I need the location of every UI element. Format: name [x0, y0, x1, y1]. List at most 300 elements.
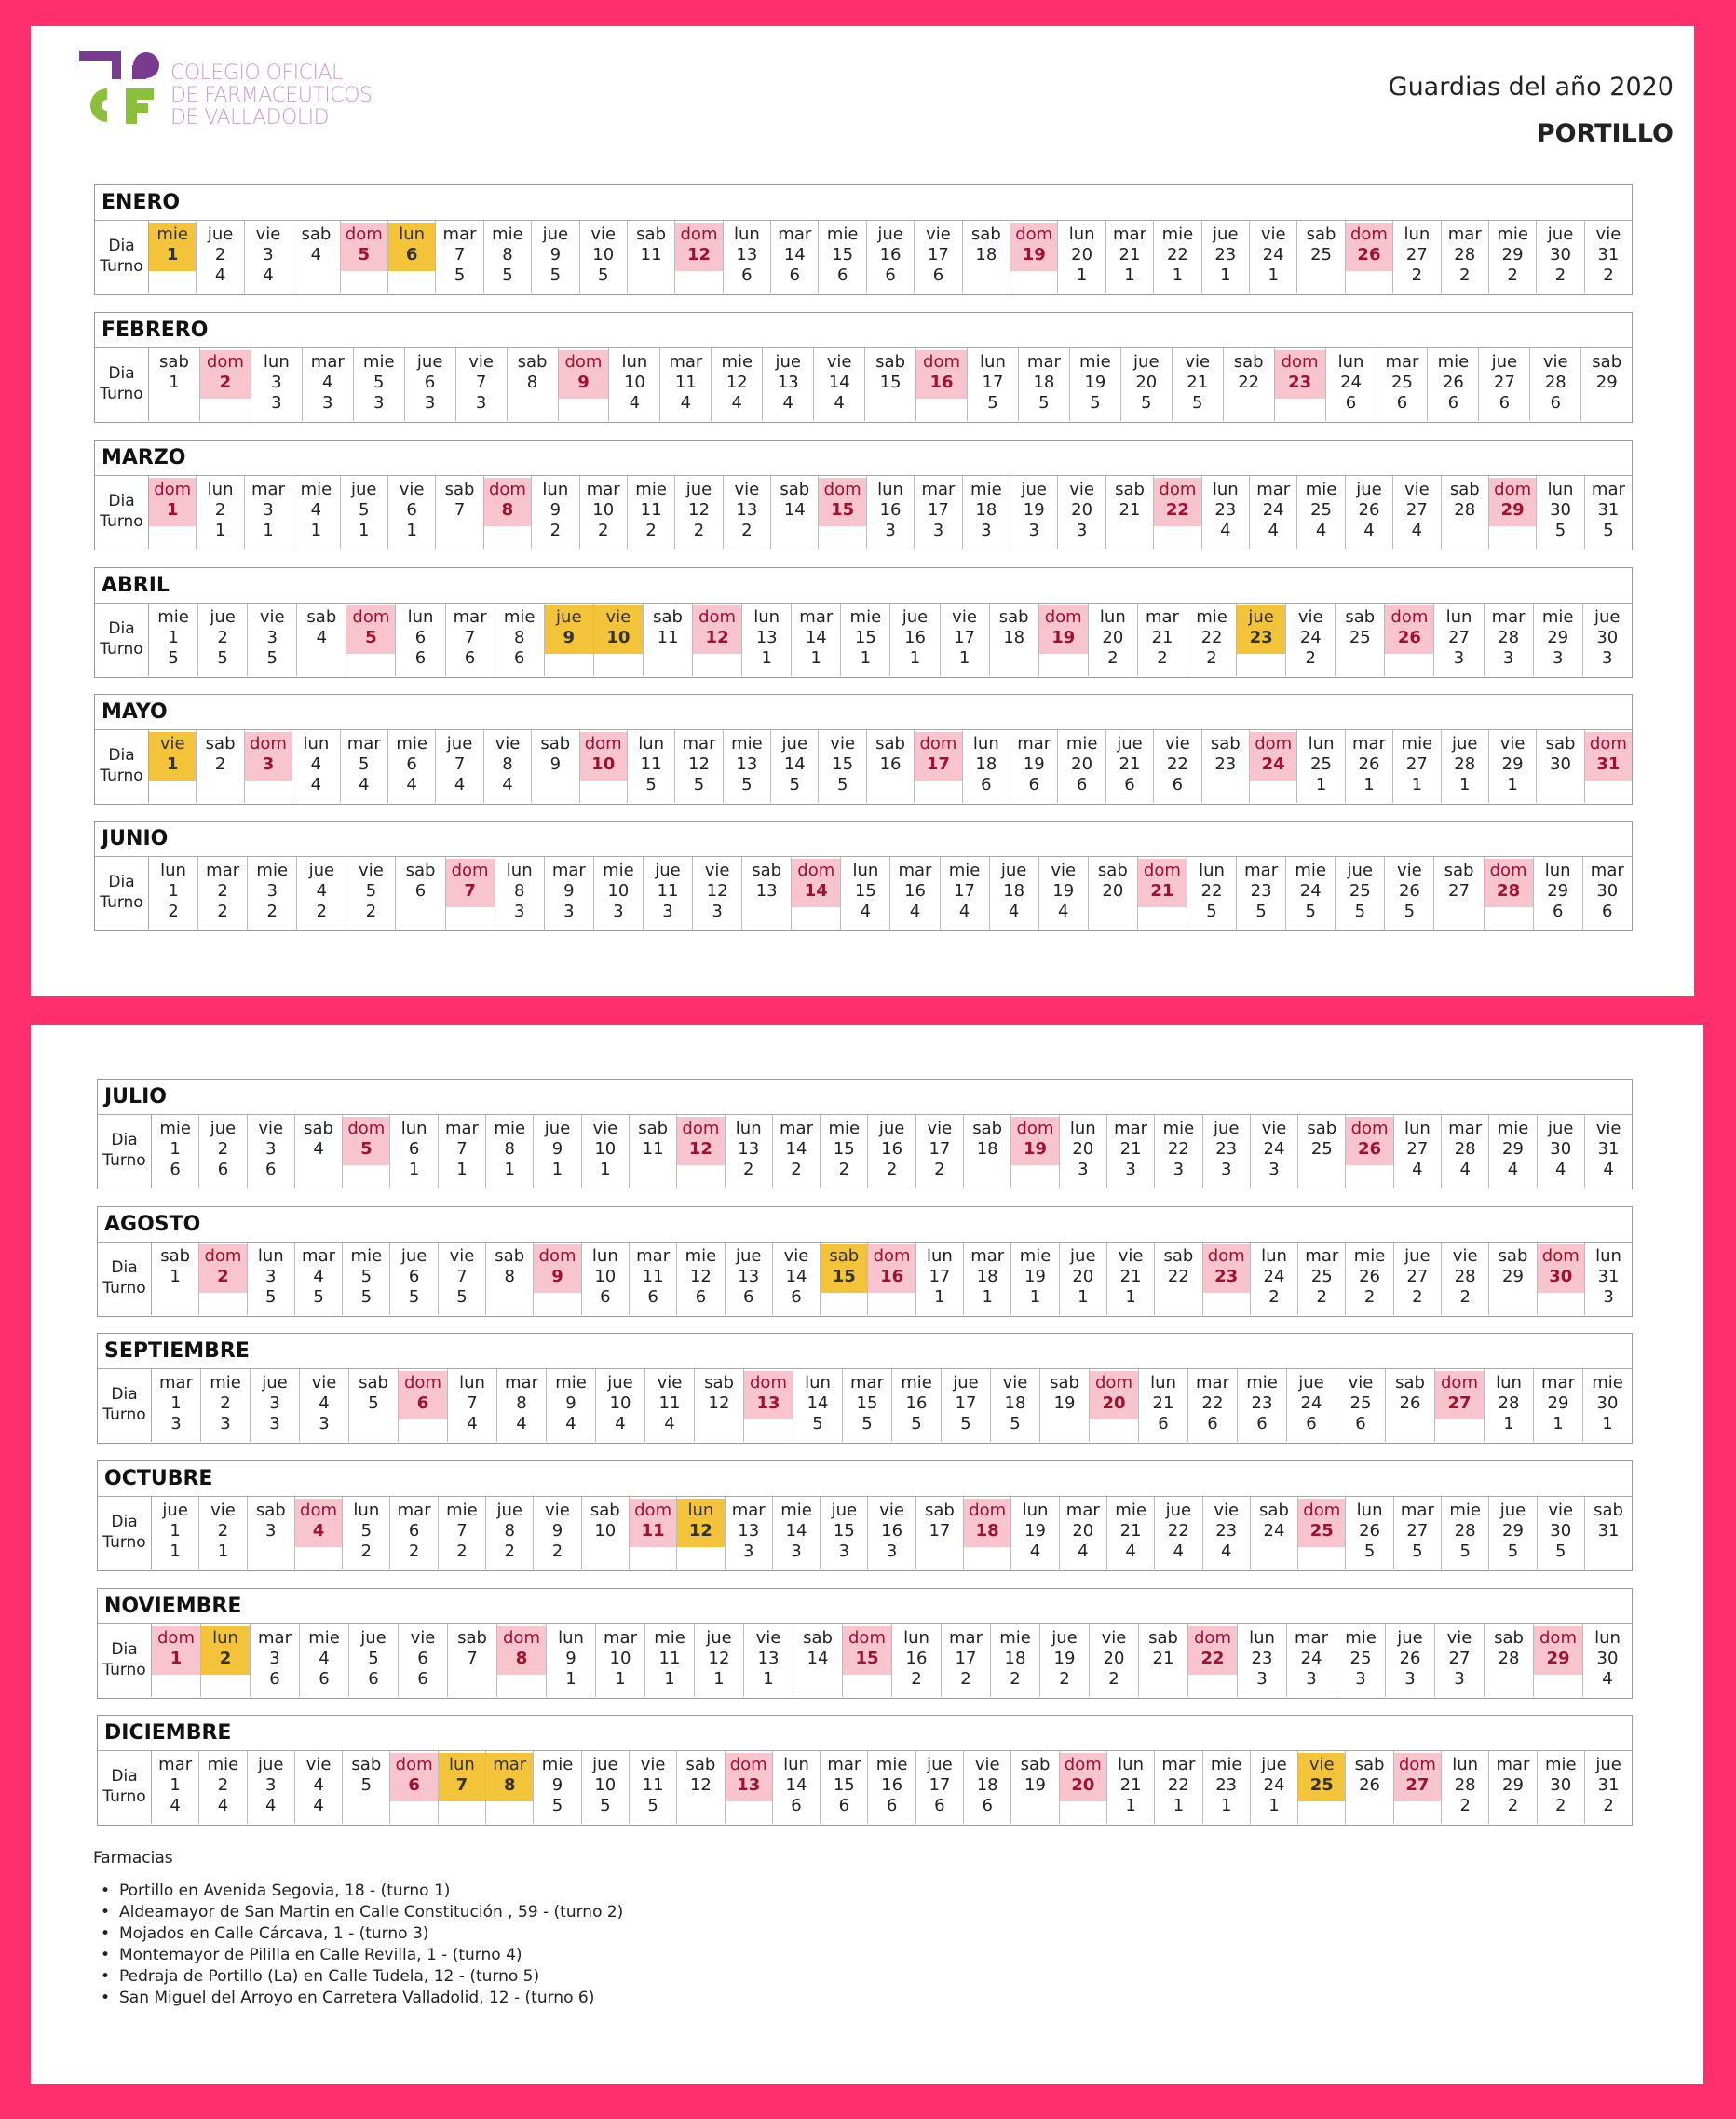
day-header: [439, 1499, 485, 1542]
day-cell: [390, 1243, 438, 1315]
day-cell: [1203, 1243, 1251, 1315]
turno-label: Turno: [100, 767, 143, 785]
day-number: 12: [689, 1775, 712, 1795]
day-number: 5: [360, 1521, 373, 1541]
weekday: vie: [1118, 1246, 1144, 1266]
weekday: mar: [1447, 224, 1482, 244]
day-cell: [446, 857, 495, 930]
day-number: 20: [1135, 373, 1158, 392]
weekday: mar: [1590, 861, 1624, 880]
weekday: vie: [605, 607, 631, 627]
day-cell: [1187, 857, 1237, 930]
weekday: vie: [592, 1119, 618, 1138]
day-header: [292, 478, 339, 521]
turno-value: 4: [1412, 1160, 1423, 1179]
day-number: 2: [219, 1649, 232, 1668]
turno-value: 4: [265, 1796, 277, 1815]
day-header: [248, 605, 296, 648]
day-number: 3: [263, 245, 274, 265]
weekday: lun: [400, 1119, 427, 1138]
turno-value: 5: [861, 1414, 873, 1433]
day-cell: [300, 1369, 349, 1442]
weekday: jue: [1213, 224, 1239, 244]
weekday: mie: [541, 1755, 574, 1774]
weekday: mar: [1491, 607, 1526, 627]
day-cell: [1011, 1115, 1059, 1188]
day-cell: [726, 1243, 773, 1315]
weekday: dom: [1441, 1373, 1478, 1392]
day-header: [821, 1244, 867, 1293]
weekday: lun: [1068, 224, 1095, 244]
dia-label: Dia: [111, 1513, 138, 1531]
turno-value: 2: [1411, 265, 1423, 285]
weekday: sab: [1592, 352, 1622, 372]
weekday: mie: [1544, 1755, 1577, 1774]
dia-label: Dia: [111, 1767, 138, 1786]
month-name: SEPTIEMBRE: [98, 1334, 1632, 1369]
day-header: [916, 1499, 963, 1542]
weekday: jue: [1213, 1119, 1240, 1138]
month-days-row: [98, 1497, 1632, 1569]
day-number: 26: [1359, 1521, 1381, 1541]
turno-value: 4: [313, 1796, 324, 1815]
day-cell: [248, 1115, 295, 1188]
turno-value: 6: [741, 265, 753, 285]
day-cell: [1060, 1497, 1107, 1569]
month-name: MARZO: [95, 441, 1632, 476]
weekday: mie: [1162, 1119, 1195, 1138]
day-number: 4: [310, 754, 322, 774]
day-number: 27: [1406, 1521, 1429, 1541]
day-cell: [675, 476, 723, 549]
day-cell: [341, 730, 388, 803]
turno-value: 2: [408, 1542, 420, 1561]
day-cell: [1336, 604, 1385, 676]
weekday: mie: [1115, 1501, 1146, 1520]
weekday: dom: [923, 352, 961, 372]
day-cell: [915, 730, 962, 803]
turno-value: 3: [1453, 648, 1465, 668]
day-cell: [867, 476, 915, 549]
turno-value: 3: [1502, 648, 1514, 668]
day-header: [1393, 732, 1440, 775]
day-number: 10: [591, 754, 616, 774]
day-number: 15: [879, 373, 902, 392]
day-cell: [559, 348, 610, 421]
weekday: jue: [544, 1119, 571, 1138]
turno-value: 4: [516, 1414, 527, 1433]
day-cell: [1485, 604, 1534, 676]
day-header: [486, 1499, 533, 1542]
turno-value: 1: [860, 648, 872, 668]
day-header: [1442, 1244, 1488, 1287]
turno-value: 4: [359, 775, 370, 795]
day-cell: [1138, 857, 1187, 930]
day-header: [484, 478, 531, 526]
turno-value: 3: [513, 902, 525, 921]
day-header: [1297, 732, 1344, 775]
weekday: jue: [542, 224, 569, 244]
weekday: lun: [1261, 1246, 1287, 1266]
day-number: 12: [688, 1521, 712, 1541]
day-cell: [497, 1624, 547, 1697]
day-header: [1585, 1244, 1632, 1287]
weekday: sab: [1594, 1501, 1623, 1520]
weekday: sab: [638, 1119, 669, 1138]
turno-value: 3: [1256, 1669, 1268, 1689]
turno-value: 6: [170, 1160, 181, 1179]
weekday: mie: [901, 1373, 932, 1392]
day-number: 1: [170, 1139, 181, 1159]
weekday: dom: [1194, 1628, 1231, 1648]
turno-value: 2: [741, 521, 753, 540]
day-cell: [248, 857, 297, 930]
day-number: 24: [1262, 245, 1284, 265]
day-number: 3: [271, 373, 282, 392]
day-header: [1442, 1499, 1488, 1542]
day-header: [1538, 1499, 1584, 1542]
day-number: 29: [1502, 1267, 1524, 1286]
day-cell: [303, 348, 354, 421]
weekday: sab: [1163, 1246, 1194, 1266]
weekday: dom: [1095, 1373, 1132, 1392]
day-header: [1040, 1626, 1089, 1669]
weekday: mie: [350, 1246, 383, 1266]
turno-label: Turno: [100, 385, 143, 403]
day-header: [1058, 478, 1105, 521]
day-header: [1585, 1753, 1632, 1796]
day-number: 22: [1165, 500, 1189, 520]
turno-value: 2: [266, 902, 278, 921]
day-header: [1297, 223, 1344, 265]
day-cell: [1251, 1115, 1298, 1188]
weekday: vie: [927, 1119, 953, 1138]
day-number: 22: [1166, 754, 1188, 774]
day-number: 10: [594, 1775, 617, 1795]
day-number: 7: [475, 373, 487, 392]
day-number: 9: [551, 1139, 563, 1159]
day-cell: [508, 348, 559, 421]
day-cell: [580, 476, 628, 549]
day-cell: [630, 1751, 677, 1824]
turno-value: 5: [987, 393, 998, 413]
day-header: [942, 1371, 990, 1414]
day-header: [295, 1117, 342, 1160]
weekday: mar: [780, 1119, 813, 1138]
day-cell: [251, 1369, 300, 1442]
day-cell: [582, 1751, 630, 1824]
day-cell: [660, 348, 712, 421]
day-header: [547, 1371, 595, 1414]
day-cell: [532, 221, 579, 293]
day-header: [1203, 1244, 1250, 1293]
turno-value: 4: [1078, 1542, 1089, 1561]
day-cell: [742, 604, 792, 676]
day-header: [773, 1753, 820, 1796]
weekday: mar: [1541, 1373, 1575, 1392]
day-cell: [1485, 1624, 1534, 1697]
day-cell: [695, 1624, 744, 1697]
day-cell: [1442, 1751, 1489, 1824]
day-header: [582, 1244, 629, 1287]
day-header: [197, 223, 243, 265]
day-cell: [1154, 221, 1201, 293]
turno-value: 1: [1268, 265, 1279, 285]
day-number: 6: [414, 628, 427, 647]
day-header: [843, 1371, 891, 1414]
day-cell: [964, 1751, 1011, 1824]
day-number: 10: [607, 881, 630, 901]
turno-value: 6: [1550, 393, 1561, 413]
turno-value: 3: [613, 902, 624, 921]
day-cell: [1106, 221, 1154, 293]
weekday: vie: [1297, 607, 1323, 627]
turno-value: 1: [1076, 265, 1088, 285]
day-cell: [149, 730, 197, 803]
day-cell: [1286, 857, 1336, 930]
day-header: [1386, 1371, 1434, 1414]
weekday: sab: [803, 1628, 833, 1648]
weekday: mar: [1017, 734, 1051, 754]
day-header: [1106, 223, 1153, 265]
weekday: mie: [1246, 1373, 1278, 1392]
day-number: 28: [1498, 1393, 1520, 1413]
weekday: lun: [1069, 1119, 1096, 1138]
day-cell: [1585, 1115, 1632, 1188]
day-header: [439, 1244, 485, 1287]
day-header: [534, 1117, 580, 1160]
day-number: 3: [265, 1775, 277, 1795]
weekday: mar: [1385, 352, 1419, 372]
day-header: [199, 1499, 246, 1542]
turno-value: 1: [263, 521, 274, 540]
turno-value: 4: [214, 265, 226, 285]
day-number: 24: [1263, 1139, 1285, 1159]
day-header: [1250, 223, 1296, 265]
day-cell: [545, 604, 594, 676]
day-header: [1534, 605, 1582, 648]
day-cell: [1250, 730, 1297, 803]
turno-value: 5: [1507, 1542, 1519, 1561]
turno-value: 3: [220, 1414, 231, 1433]
weekday: dom: [206, 352, 244, 372]
day-cell: [868, 1751, 915, 1824]
day-header: [388, 223, 435, 271]
turno-value: 2: [549, 521, 562, 540]
turno-value: 3: [1076, 521, 1088, 540]
day-header: [868, 1753, 915, 1796]
day-cell: [1138, 604, 1187, 676]
day-number: 27: [1405, 245, 1428, 265]
turno-label: Turno: [102, 1279, 146, 1297]
day-cell: [630, 1115, 677, 1188]
weekday: lun: [1594, 1628, 1621, 1648]
turno-value: 6: [1207, 1414, 1218, 1433]
day-cell: [1394, 1751, 1442, 1824]
day-header: [1385, 859, 1433, 902]
day-cell: [1011, 1243, 1059, 1315]
day-cell: [396, 604, 445, 676]
turno-value: 4: [834, 393, 845, 413]
day-header: [1489, 732, 1536, 775]
day-number: 15: [856, 1393, 878, 1413]
day-header: [675, 732, 722, 775]
day-header: [1107, 1753, 1154, 1796]
day-number: 12: [689, 1267, 712, 1286]
day-header: [821, 1117, 867, 1160]
day-cell: [152, 1497, 199, 1569]
day-cell: [1237, 604, 1286, 676]
day-cell: [1583, 857, 1632, 930]
day-cell: [726, 1115, 773, 1188]
day-header: [149, 350, 199, 393]
day-number: 14: [785, 1775, 807, 1795]
weekday: mie: [970, 480, 1002, 499]
day-cell: [1346, 1497, 1393, 1569]
day-header: [1107, 1117, 1154, 1160]
day-header: [1286, 605, 1335, 648]
day-number: 29: [1502, 1139, 1524, 1159]
day-number: 21: [1119, 245, 1141, 265]
day-cell: [1428, 348, 1479, 421]
day-number: 15: [832, 1267, 856, 1286]
day-cell: [1393, 476, 1441, 549]
day-cell: [152, 1243, 199, 1315]
day-number: 19: [1023, 754, 1045, 774]
weekday: jue: [781, 734, 808, 754]
day-cell: [1581, 348, 1632, 421]
weekday: mar: [1400, 1501, 1434, 1520]
day-cell: [693, 604, 742, 676]
weekday: jue: [308, 861, 335, 880]
weekday: mar: [444, 1119, 479, 1138]
day-cell: [814, 348, 865, 421]
day-header: [821, 1753, 867, 1796]
day-cell: [1442, 730, 1489, 803]
day-cell: [388, 476, 436, 549]
weekday: lun: [591, 1246, 618, 1266]
weekday: mar: [1114, 1119, 1148, 1138]
day-number: 18: [975, 245, 997, 265]
turno-value: 2: [886, 1160, 898, 1179]
day-header: [742, 605, 791, 648]
month-name: ENERO: [95, 185, 1632, 221]
weekday: jue: [592, 1755, 618, 1774]
day-cell: [942, 1369, 991, 1442]
day-number: 12: [726, 373, 748, 392]
day-cell: [964, 1243, 1011, 1315]
day-cell: [297, 857, 346, 930]
weekday: mie: [721, 352, 753, 372]
weekday: vie: [495, 734, 521, 754]
day-cell: [1106, 476, 1154, 549]
day-number: 28: [1498, 1649, 1520, 1668]
day-number: 4: [322, 373, 333, 392]
day-cell: [1297, 221, 1345, 293]
day-number: 5: [373, 373, 385, 392]
day-number: 2: [217, 1139, 229, 1159]
day-number: 27: [1406, 1139, 1429, 1159]
day-header: [1583, 859, 1632, 902]
turno-value: 3: [475, 393, 487, 413]
day-header: [152, 1244, 198, 1287]
weekday: mie: [256, 861, 289, 880]
day-cell: [630, 1497, 677, 1569]
day-header: [963, 223, 1010, 265]
day-cell: [677, 1497, 725, 1569]
day-cell: [199, 1243, 247, 1315]
day-cell: [1019, 348, 1070, 421]
day-number: 20: [1072, 1521, 1094, 1541]
day-header: [941, 605, 989, 648]
weekday: vie: [258, 1119, 284, 1138]
row-labels: [95, 348, 149, 421]
day-number: 20: [1103, 1649, 1125, 1668]
day-number: 14: [785, 1521, 807, 1541]
day-cell: [1155, 1115, 1202, 1188]
day-number: 25: [1309, 1775, 1334, 1795]
day-number: 12: [688, 754, 710, 774]
weekday: vie: [1446, 1628, 1472, 1648]
day-cell: [596, 1369, 645, 1442]
day-cell: [439, 1497, 486, 1569]
day-number: 29: [1546, 1649, 1570, 1668]
day-cell: [1011, 1751, 1059, 1824]
day-cell: [292, 730, 340, 803]
day-cell: [724, 221, 771, 293]
day-header: [1442, 732, 1488, 775]
month-name: OCTUBRE: [98, 1461, 1632, 1497]
turno-value: 6: [1158, 1414, 1169, 1433]
weekday: mie: [654, 1628, 685, 1648]
weekday: sab: [1449, 480, 1480, 499]
turno-value: 3: [269, 1414, 280, 1433]
weekday: lun: [753, 607, 780, 627]
turno-value: 6: [1552, 902, 1564, 921]
day-header: [628, 478, 674, 521]
weekday: lun: [303, 734, 330, 754]
day-header: [868, 1244, 915, 1293]
dia-label: Dia: [108, 873, 135, 891]
day-number: 27: [1448, 628, 1470, 647]
day-number: 29: [1501, 754, 1524, 774]
day-cell: [1298, 1243, 1346, 1315]
day-number: 5: [360, 1139, 373, 1159]
weekday: mie: [1345, 1628, 1377, 1648]
day-number: 13: [738, 1139, 760, 1159]
day-cell: [1237, 857, 1286, 930]
weekday: mie: [362, 352, 395, 372]
day-cell: [1039, 604, 1089, 676]
turno-value: 6: [1345, 393, 1357, 413]
weekday: mie: [635, 480, 667, 499]
day-header: [1224, 350, 1274, 393]
turno-value: 4: [1411, 521, 1423, 540]
day-header: [1534, 1626, 1582, 1675]
day-header: [596, 1626, 644, 1669]
day-cell: [198, 604, 248, 676]
day-header: [1393, 223, 1440, 265]
turno-value: 2: [1603, 1796, 1614, 1815]
day-header: [1188, 1626, 1237, 1675]
weekday: vie: [974, 1755, 1000, 1774]
weekday: sab: [540, 734, 571, 754]
day-header: [248, 1753, 294, 1796]
weekday: sab: [590, 1501, 620, 1520]
day-number: 22: [1167, 1521, 1189, 1541]
day-number: 30: [1550, 1775, 1572, 1795]
turno-value: 2: [1305, 648, 1316, 668]
